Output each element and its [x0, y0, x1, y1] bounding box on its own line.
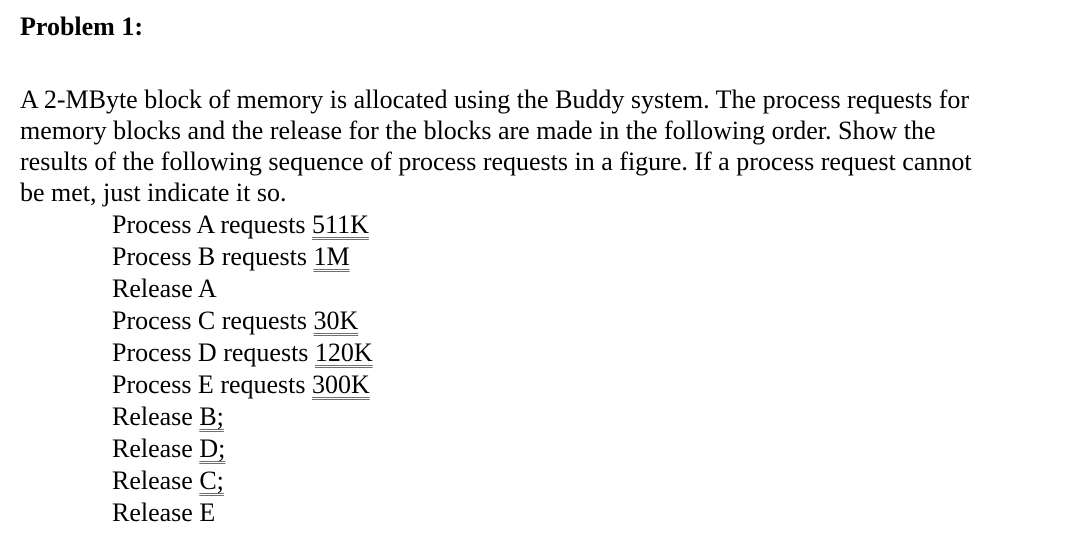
description-line: A 2-MByte block of memory is allocated using the Buddy system. The process requests for [20, 85, 970, 114]
step-process-a-request [112, 209, 373, 241]
step-size-value: 1M [313, 242, 350, 271]
step-text: Process A requests [112, 210, 313, 239]
step-text: Release A [112, 274, 217, 303]
step-release-b [112, 401, 373, 433]
problem-description [20, 84, 1060, 208]
step-text: Release [112, 402, 200, 431]
step-process-c-request [112, 305, 373, 337]
step-release-a [112, 273, 373, 305]
step-process-b-request [112, 241, 373, 273]
step-process-letter: D; [199, 434, 226, 463]
step-release-c [112, 465, 373, 497]
step-text: Release [112, 434, 200, 463]
request-sequence-list [112, 209, 373, 529]
step-text: Process B requests [112, 242, 314, 271]
description-line: results of the following sequence of process requests in a figure. If a process request cannot [20, 147, 972, 176]
step-text: Process D requests [112, 338, 315, 367]
description-line: be met, just indicate it so. [20, 178, 287, 207]
step-process-letter: C; [199, 466, 224, 495]
problem-title: Problem 1: [20, 12, 143, 41]
step-process-d-request [112, 337, 373, 369]
step-size-value: 511K [312, 210, 369, 239]
step-text: Release [112, 466, 200, 495]
step-size-value: 300K [312, 370, 370, 399]
step-text: Release E [112, 498, 216, 527]
step-process-letter: B; [199, 402, 224, 431]
step-text: Process E requests [112, 370, 313, 399]
description-line: memory blocks and the release for the blocks are made in the following order. Show the [20, 116, 936, 145]
step-size-value: 120K [314, 338, 373, 367]
step-process-e-request [112, 369, 373, 401]
step-text: Process C requests [112, 306, 314, 335]
step-release-e [112, 497, 373, 529]
step-release-d [112, 433, 373, 465]
step-size-value: 30K [313, 306, 359, 335]
